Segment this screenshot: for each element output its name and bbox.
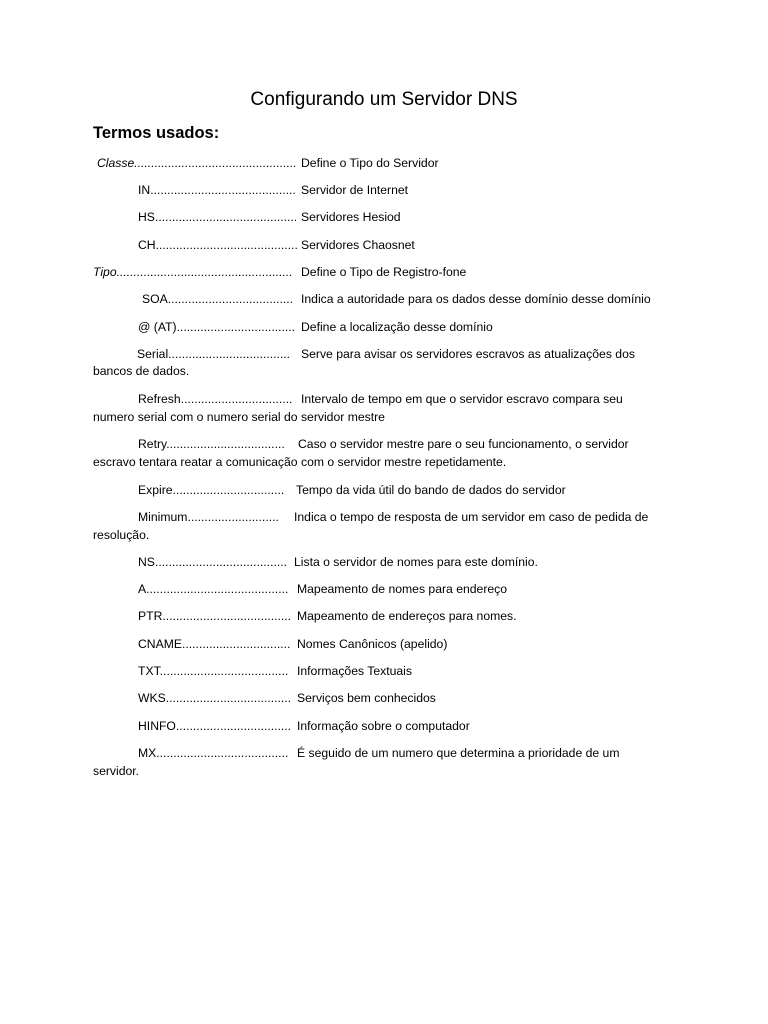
term-label: HS.......................................... [138, 210, 298, 224]
term-row [137, 345, 717, 363]
term-label: Refresh................................. [138, 392, 293, 406]
term-row [93, 263, 673, 281]
term-label: @ (AT)................................... [138, 320, 296, 334]
term-label: Retry................................... [138, 437, 285, 451]
term-row [138, 607, 718, 625]
term-description: Mapeamento de nomes para endereço [297, 582, 508, 596]
term-description: Indica a autoridade para os dados desse domínio desse domínio [301, 292, 651, 306]
term-description-continued: resolução. [93, 528, 150, 542]
term-description: Servidores Hesiod [301, 210, 401, 224]
section-heading: Termos usados: [93, 124, 220, 142]
term-label: PTR...................................... [138, 609, 292, 623]
term-description: Servidores Chaosnet [301, 238, 415, 252]
term-description: Nomes Canônicos (apelido) [297, 637, 448, 651]
term-label: CH.......................................... [138, 238, 298, 252]
term-description: Define a localização desse domínio [301, 320, 493, 334]
term-label: IN........................................... [138, 183, 296, 197]
term-description: É seguido de um numero que determina a prioridade de um [297, 746, 620, 760]
term-label: Expire................................. [138, 483, 285, 497]
term-row [138, 318, 718, 336]
term-label: Tipo.................................................... [93, 265, 293, 279]
term-description-continued: escravo tentara reatar a comunicação com o servidor mestre repetidamente. [93, 455, 507, 469]
term-row [142, 290, 722, 308]
term-row [138, 481, 718, 499]
term-row [97, 154, 677, 172]
term-row [138, 717, 718, 735]
term-description: Tempo da vida útil do bando de dados do servidor [296, 483, 566, 497]
term-label: A.......................................... [138, 582, 289, 596]
term-row [138, 744, 718, 762]
term-label: SOA..................................... [142, 292, 294, 306]
term-label: MX....................................... [138, 746, 289, 760]
term-row [138, 236, 718, 254]
term-label: TXT...................................... [138, 664, 289, 678]
term-row [138, 435, 718, 453]
term-description: Servidor de Internet [301, 183, 409, 197]
term-label: Classe................................................ [97, 156, 297, 170]
term-row [138, 580, 718, 598]
term-description: Serve para avisar os servidores escravos as atualizações dos [301, 347, 635, 361]
term-row [138, 689, 718, 707]
term-label: WKS..................................... [138, 691, 292, 705]
term-row [138, 662, 718, 680]
page-title: Configurando um Servidor DNS [250, 89, 518, 110]
term-description: Serviços bem conhecidos [297, 691, 436, 705]
term-label: Minimum........................... [138, 510, 279, 524]
term-row [138, 208, 718, 226]
term-description: Define o Tipo de Registro-fone [301, 265, 467, 279]
term-row [138, 553, 718, 571]
term-description: Define o Tipo do Servidor [301, 156, 439, 170]
term-description: Indica o tempo de resposta de um servidor em caso de pedida de [294, 510, 649, 524]
term-label: Serial.................................... [137, 347, 291, 361]
term-row [138, 390, 718, 408]
term-description-continued: servidor. [93, 764, 140, 778]
term-description-continued: bancos de dados. [93, 364, 190, 378]
term-row [138, 635, 718, 653]
term-description-continued: numero serial com o numero serial do servidor mestre [93, 410, 385, 424]
term-description: Informações Textuais [297, 664, 412, 678]
term-description: Mapeamento de endereços para nomes. [297, 609, 517, 623]
term-row [138, 181, 718, 199]
term-description: Intervalo de tempo em que o servidor escravo compara seu [301, 392, 623, 406]
term-description: Informação sobre o computador [297, 719, 470, 733]
term-description: Lista o servidor de nomes para este domínio. [294, 555, 538, 569]
term-label: NS....................................... [138, 555, 287, 569]
term-description: Caso o servidor mestre pare o seu funcionamento, o servidor [298, 437, 629, 451]
term-label: HINFO.................................. [138, 719, 292, 733]
term-label: CNAME................................ [138, 637, 291, 651]
term-row [138, 508, 718, 526]
